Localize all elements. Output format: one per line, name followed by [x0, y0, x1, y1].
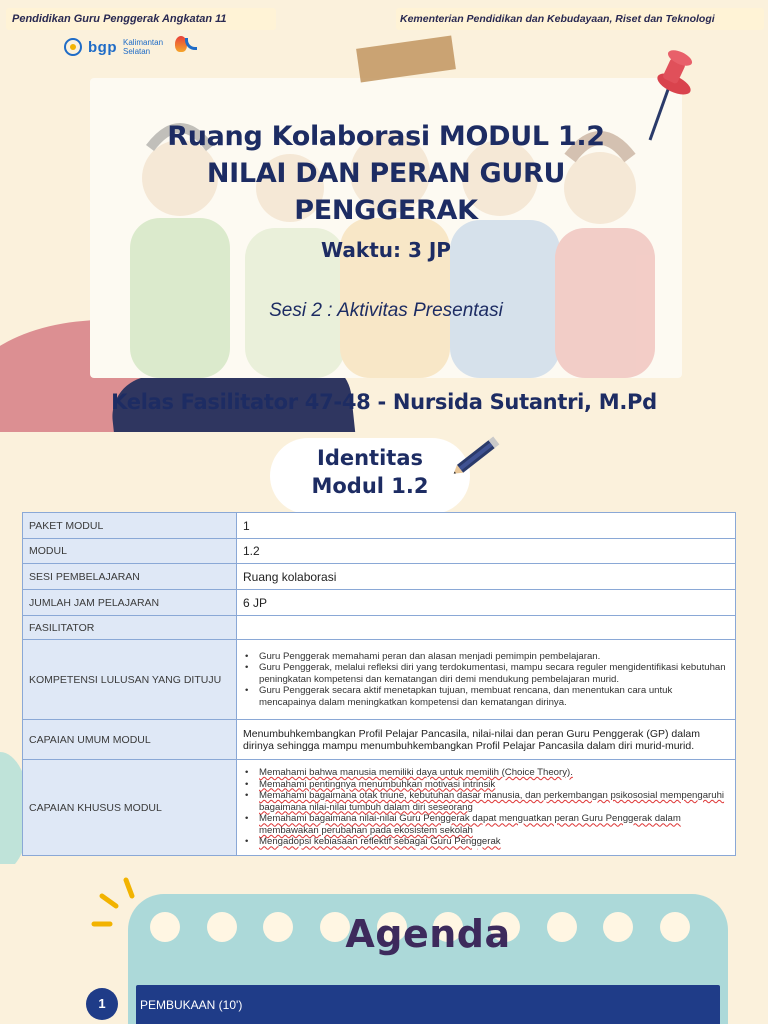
table-row — [23, 564, 736, 590]
specific-outcomes-list — [243, 767, 729, 848]
identity-title — [270, 444, 470, 500]
row-value: 1.2 — [237, 539, 736, 564]
region-label: Kalimantan Selatan — [123, 38, 164, 56]
class-facilitator-label: Kelas Fasilitator 47-48 - Nursida Sutantri, M.Pd — [111, 390, 657, 414]
table-row — [23, 760, 736, 856]
guru-penggerak-logo-icon — [171, 36, 201, 58]
row-key: CAPAIAN UMUM MODUL — [23, 720, 237, 760]
list-item: • Memahami bagaimana otak triune, kebutuhan dasar manusia, dan perkembangan psikososial mempengaruhi bagaimana nilai-nilai tumbuh dalam diri seseorang — [243, 790, 729, 813]
title-line-3: PENGGERAK — [294, 195, 478, 226]
logo-row — [64, 36, 201, 58]
row-value: 6 JP — [237, 590, 736, 616]
row-key: KOMPETENSI LULUSAN YANG DITUJU — [23, 640, 237, 720]
list-item: • Guru Penggerak secara aktif menetapkan tujuan, membuat rencana, dan menentukan cara untuk mencapainya dalam meningkatkan kompetensi dan kematangan dirinya. — [243, 685, 729, 708]
identity-title-line-2: Modul 1.2 — [311, 474, 429, 498]
identity-slide — [0, 432, 768, 864]
row-value — [237, 640, 736, 720]
table-row — [23, 616, 736, 640]
row-value: Ruang kolaborasi — [237, 564, 736, 590]
list-item: • Memahami bagaimana nilai-nilai Guru Penggerak dapat menguatkan peran Guru Penggerak dalam membawakan perubahan pada ekosistem sekolah — [243, 813, 729, 836]
title-line-1: Ruang Kolaborasi MODUL 1.2 — [167, 121, 605, 152]
table-row — [23, 640, 736, 720]
module-title — [90, 118, 682, 229]
title-slide — [0, 0, 768, 432]
table-row — [23, 513, 736, 539]
row-value: 1 — [237, 513, 736, 539]
table-row — [23, 539, 736, 564]
bgp-logo-text: bgp — [88, 38, 117, 56]
pencil-icon — [448, 434, 508, 478]
title-card — [90, 78, 682, 378]
row-key: JUMLAH JAM PELAJARAN — [23, 590, 237, 616]
table-row — [23, 720, 736, 760]
agenda-item-label: PEMBUKAAN (10') — [136, 985, 720, 1024]
list-item: • Memahami bahwa manusia memiliki daya untuk memilih (Choice Theory). — [243, 767, 729, 779]
agenda-title: Agenda — [345, 912, 511, 956]
module-identity-table — [22, 512, 736, 856]
row-key: CAPAIAN KHUSUS MODUL — [23, 760, 237, 856]
row-value: Menumbuhkembangkan Profil Pelajar Pancasila, nilai-nilai dan peran Guru Penggerak (GP) dalam dirinya sehingga mampu menumbuhkembangkan Profil Pelajar Pancasila dalam diri murid-murid. — [237, 720, 736, 760]
identity-title-line-1: Identitas — [317, 446, 423, 470]
push-pin-icon — [640, 44, 700, 144]
tape-decoration — [356, 35, 456, 82]
row-key: FASILITATOR — [23, 616, 237, 640]
row-value — [237, 760, 736, 856]
program-header: Pendidikan Guru Penggerak Angkatan 11 — [6, 8, 276, 30]
list-item: • Mengadopsi kebiasaan reflektif sebagai Guru Penggerak — [243, 836, 729, 848]
row-key: PAKET MODUL — [23, 513, 237, 539]
duration-label: Waktu: 3 JP — [321, 238, 451, 262]
title-line-2: NILAI DAN PERAN GURU — [206, 158, 566, 189]
row-value — [237, 616, 736, 640]
bgp-logo-icon — [64, 38, 82, 56]
row-key: MODUL — [23, 539, 237, 564]
session-label: Sesi 2 : Aktivitas Presentasi — [269, 300, 503, 321]
list-item: • Guru Penggerak memahami peran dan alasan menjadi pemimpin pembelajaran. — [243, 651, 729, 663]
table-row — [23, 590, 736, 616]
ministry-header: Kementerian Pendidikan dan Kebudayaan, Riset dan Teknologi — [396, 8, 764, 30]
agenda-item-number: 1 — [86, 988, 118, 1020]
competency-list — [243, 651, 729, 709]
list-item: • Memahami pentingnya menumbuhkan motivasi intrinsik — [243, 779, 729, 791]
row-key: SESI PEMBELAJARAN — [23, 564, 237, 590]
list-item: • Guru Penggerak, melalui refleksi diri yang terdokumentasi, mampu secara reguler mengidentifikasi kebutuhan peningkatan kompetensi dan kematangan diri demi mendukung pembelajaran murid. — [243, 662, 729, 685]
agenda-slide — [0, 864, 768, 1024]
